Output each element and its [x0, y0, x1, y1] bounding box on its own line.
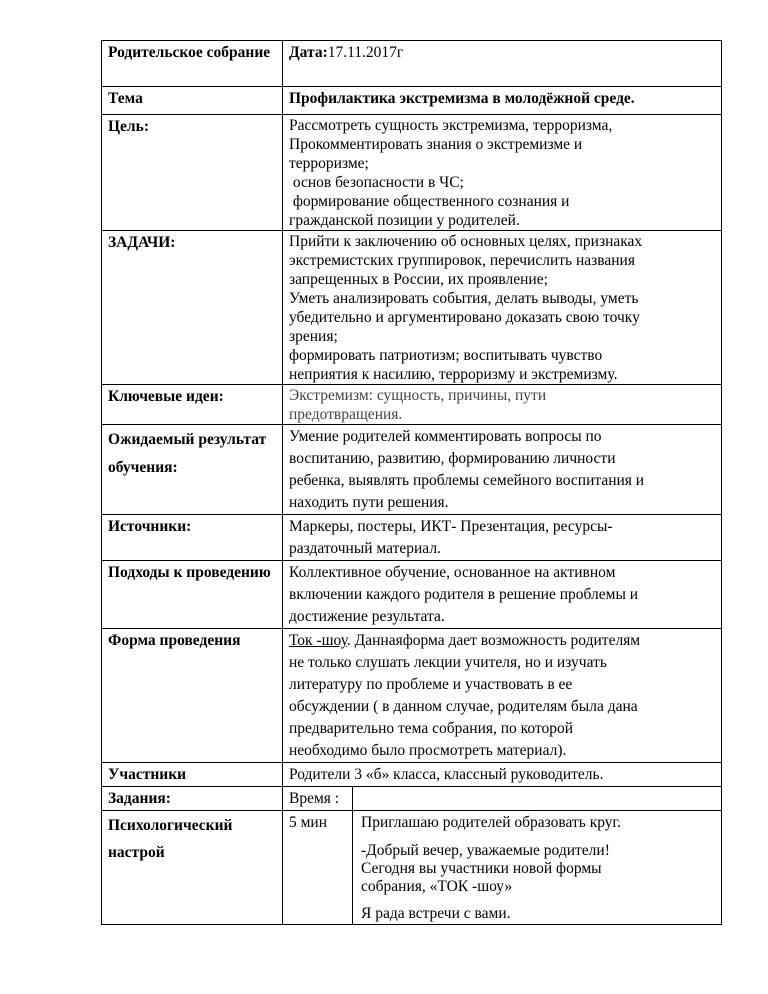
expected-line: Умение родителей комментировать вопросы по: [289, 428, 602, 445]
psych-para-welcome: Я рада встречи с вами.: [361, 905, 511, 922]
value-topic: Профилактика экстремизма в молодёжной среде.: [283, 87, 722, 115]
row-expected-result: [102, 425, 722, 515]
row-participants: [102, 763, 722, 787]
label-meeting: Родительское собрание: [102, 41, 283, 87]
tasks-line: экстремистских группировок, перечислить названия: [289, 252, 635, 269]
tasks-line: запрещенных в России, их проявление;: [289, 271, 548, 288]
value-psych-content: [353, 811, 722, 925]
tasks-line: зрения;: [289, 328, 338, 345]
expected-line: воспитанию, развитию, формированию личности: [289, 450, 616, 467]
row-topic: [102, 87, 722, 115]
expected-line: находить пути решения.: [289, 494, 449, 511]
tasks-line: неприятия к насилию, терроризму и экстремизму.: [289, 366, 618, 383]
sources-line: Маркеры, постеры, ИКТ- Презентация, ресурсы-: [289, 518, 613, 535]
goal-line: формирование общественного сознания и: [289, 193, 570, 210]
label-key-ideas: Ключевые идеи:: [102, 385, 283, 425]
approaches-line: достижение результата.: [289, 608, 445, 625]
label-topic: Тема: [102, 87, 283, 115]
value-approaches: [283, 561, 722, 629]
value-participants: Родители 3 «б» класса, классный руководитель.: [283, 763, 722, 787]
goal-line: основ безопасности в ЧС;: [289, 174, 464, 191]
row-form: [102, 629, 722, 763]
form-line: [289, 630, 715, 652]
goal-line: Прокомментировать знания о экстремизме и: [289, 136, 583, 153]
greeting-line: собрания, «ТОК -шоу»: [361, 878, 513, 895]
key-ideas-line: Экстремизм: сущность, причины, пути: [289, 387, 547, 404]
value-expected-result: [283, 425, 722, 515]
lesson-plan-table: [101, 40, 722, 925]
tasks-line: Уметь анализировать события, делать выводы, уметь: [289, 290, 639, 307]
row-psych-mood: [102, 811, 722, 925]
value-form: [283, 629, 722, 763]
tasks-line: Прийти к заключению об основных целях, признаках: [289, 233, 643, 250]
key-ideas-line: предотвращения.: [289, 406, 403, 423]
row-key-ideas: [102, 385, 722, 425]
label-assignments: Задания:: [102, 787, 283, 811]
psych-para-greeting: [353, 842, 721, 901]
talk-show-term: Ток -шоу: [289, 632, 347, 649]
empty-cell: [353, 787, 722, 811]
label-tasks: ЗАДАЧИ:: [102, 231, 283, 385]
approaches-line: Коллективное обучение, основанное на активном: [289, 564, 616, 581]
form-line: литературу по проблеме и участвовать в ее: [289, 676, 573, 693]
sources-line: раздаточный материал.: [289, 540, 441, 557]
label-participants: Участники: [102, 763, 283, 787]
value-duration: 5 мин: [283, 811, 353, 925]
label-psych-mood: Психологический настрой: [102, 811, 283, 925]
form-line: предварительно тема собрания, по которой: [289, 720, 574, 737]
date-label: Дата:: [289, 44, 328, 61]
row-approaches: [102, 561, 722, 629]
form-line: обсуждении ( в данном случае, родителям была дана: [289, 698, 638, 715]
value-tasks: [283, 231, 722, 385]
goal-line: Рассмотреть сущность экстремизма, терроризма,: [289, 117, 613, 134]
psych-para-invite: Приглашаю родителей образовать круг.: [361, 814, 622, 831]
goal-line: гражданской позиции у родителей.: [289, 212, 520, 229]
row-meeting: [102, 41, 722, 87]
row-sources: [102, 515, 722, 561]
row-assignments: [102, 787, 722, 811]
greeting-line: -Добрый вечер, уважаемые родители!: [361, 842, 610, 859]
tasks-line: формировать патриотизм; воспитывать чувство: [289, 347, 603, 364]
form-line-rest: . Даннаяформа дает возможность родителям: [346, 632, 641, 649]
date-value: 17.11.2017г: [327, 44, 404, 61]
tasks-line: убедительно и аргументировано доказать свою точку: [289, 309, 640, 326]
label-approaches: Подходы к проведению: [102, 561, 283, 629]
value-sources: [283, 515, 722, 561]
value-date: [283, 41, 722, 87]
expected-line: ребенка, выявлять проблемы семейного воспитания и: [289, 472, 645, 489]
form-line: необходимо было просмотреть материал).: [289, 742, 567, 759]
value-goal: [283, 115, 722, 231]
approaches-line: включении каждого родителя в решение проблемы и: [289, 586, 639, 603]
row-goal: [102, 115, 722, 231]
value-key-ideas: [283, 385, 722, 425]
goal-line: терроризме;: [289, 155, 369, 172]
value-time-header: Время :: [283, 787, 353, 811]
label-form: Форма проведения: [102, 629, 283, 763]
form-line: не только слушать лекции учителя, но и изучать: [289, 654, 607, 671]
label-sources: Источники:: [102, 515, 283, 561]
row-tasks: [102, 231, 722, 385]
greeting-line: Сегодня вы участники новой формы: [361, 860, 602, 877]
label-expected-result: Ожидаемый результат обучения:: [102, 425, 283, 515]
label-goal: Цель:: [102, 115, 283, 231]
